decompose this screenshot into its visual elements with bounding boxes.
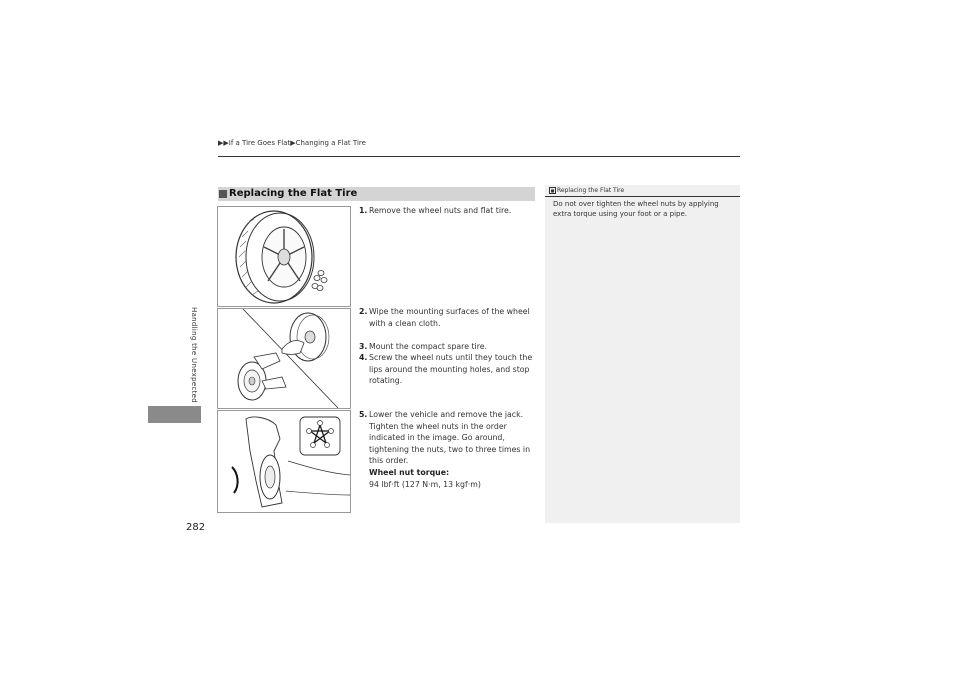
torque-label: Wheel nut torque:: [369, 467, 450, 477]
step-text: Wipe the mounting surfaces of the wheel with a clean cloth.: [369, 307, 530, 328]
step-text: Screw the wheel nuts until they touch the lips around the mounting holes, and stop rotating.: [369, 353, 533, 386]
step-item: [359, 205, 534, 217]
step-item: [359, 409, 534, 490]
section-square-icon: [219, 190, 227, 198]
figure-wipe-mount: [217, 308, 351, 409]
step-number: 5.: [359, 410, 368, 419]
step-number: 4.: [359, 353, 368, 362]
page-number: 282: [186, 522, 206, 533]
step-number: 1.: [359, 206, 368, 215]
wipe-and-mount-illustration: [218, 309, 350, 408]
step-item: [359, 341, 534, 353]
step-text: Mount the compact spare tire.: [369, 342, 488, 351]
header-divider: [218, 156, 740, 157]
breadcrumb-item[interactable]: If a Tire Goes Flat: [228, 139, 291, 147]
step-item: [359, 306, 534, 329]
note-divider: [545, 196, 740, 197]
breadcrumb: [218, 139, 366, 147]
figure-remove-tire: [217, 206, 351, 307]
chapter-side-label: Handling the Unexpected: [190, 307, 198, 404]
step-number: 2.: [359, 307, 368, 316]
breadcrumb-item[interactable]: Changing a Flat Tire: [295, 139, 366, 147]
section-header: [218, 187, 535, 201]
step-text: Remove the wheel nuts and flat tire.: [369, 206, 512, 215]
section-title: Replacing the Flat Tire: [229, 188, 358, 199]
reference-icon: ■: [550, 188, 555, 193]
note-text: Do not over tighten the wheel nuts by applying extra torque using your foot or a pipe.: [553, 200, 719, 218]
note-panel: [545, 185, 740, 523]
tire-with-nuts-illustration: [218, 207, 350, 306]
chapter-tab[interactable]: [148, 406, 201, 423]
figure-tighten-nuts: [217, 410, 351, 513]
torque-value: 94 lbf·ft (127 N·m, 13 kgf·m): [369, 479, 481, 489]
tighten-nuts-illustration: [218, 411, 350, 512]
note-heading: ■ Replacing the Flat Tire: [550, 187, 625, 194]
breadcrumb-arrow-icon: ▶: [290, 139, 296, 147]
step-number: 3.: [359, 342, 368, 351]
step-item: [359, 352, 534, 387]
step-text: Lower the vehicle and remove the jack. Tighten the wheel nuts in the order indicated in the image. Go around, tightening the nuts, two to three times in this order.: [369, 410, 531, 466]
breadcrumb-arrow-icon: ▶▶: [218, 139, 229, 147]
